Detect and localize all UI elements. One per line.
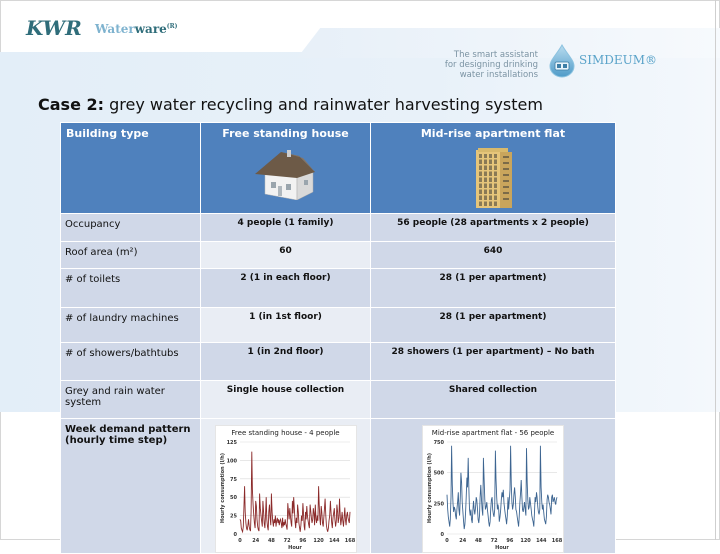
table-row xyxy=(61,419,616,554)
row-label: Roof area (m²) xyxy=(61,242,201,269)
row-label: Occupancy xyxy=(61,214,201,242)
svg-text:0: 0 xyxy=(440,532,444,538)
slide-edge xyxy=(715,0,716,540)
house-demand-plot xyxy=(216,426,356,552)
svg-text:100: 100 xyxy=(226,458,237,465)
row-label: # of showers/bathtubs xyxy=(61,343,201,381)
svg-text:Hourly consumption (l/h): Hourly consumption (l/h) xyxy=(427,452,433,524)
house-value: 1 (in 2nd floor) xyxy=(201,343,371,381)
svg-text:Hour: Hour xyxy=(495,545,509,551)
row-label: # of toilets xyxy=(61,269,201,308)
waterware-logo xyxy=(95,22,177,36)
waterware-logo-mark: (R) xyxy=(166,23,178,30)
table-row xyxy=(61,343,616,381)
simdeum-tagline-line: for designing drinking xyxy=(444,60,538,70)
svg-text:Hour: Hour xyxy=(287,545,302,551)
svg-text:500: 500 xyxy=(433,470,444,477)
svg-text:750: 750 xyxy=(433,440,444,446)
svg-text:72: 72 xyxy=(490,538,498,544)
comparison-table xyxy=(60,122,616,554)
house-value: Single house collection xyxy=(201,381,371,419)
svg-text:96: 96 xyxy=(506,538,514,544)
table-row xyxy=(61,269,616,308)
row-label: Grey and rain water system xyxy=(61,381,201,419)
svg-text:24: 24 xyxy=(251,538,259,544)
svg-text:0: 0 xyxy=(445,538,449,544)
svg-text:Hourly consumption (l/h): Hourly consumption (l/h) xyxy=(219,452,226,524)
svg-text:96: 96 xyxy=(298,538,306,544)
svg-text:72: 72 xyxy=(283,538,291,544)
flat-value: 56 people (28 apartments x 2 people) xyxy=(371,214,616,242)
header-label: Free standing house xyxy=(222,127,349,140)
house-chart-cell xyxy=(201,419,371,554)
house-value: 2 (1 in each floor) xyxy=(201,269,371,308)
svg-text:168: 168 xyxy=(344,538,355,544)
svg-text:144: 144 xyxy=(328,538,340,544)
house-value: 4 people (1 family) xyxy=(201,214,371,242)
waterware-logo-part2: ware xyxy=(134,22,167,36)
waterware-logo-part1: Water xyxy=(95,22,135,36)
svg-text:168: 168 xyxy=(551,538,563,544)
simdeum-drop-icon xyxy=(548,44,576,78)
row-label: # of laundry machines xyxy=(61,308,201,343)
case-label: Case 2: xyxy=(38,95,105,114)
case-title xyxy=(38,95,543,114)
header-flat xyxy=(371,123,616,214)
header-building-type xyxy=(61,123,201,214)
table-header-row xyxy=(61,123,616,214)
flat-value: 28 showers (1 per apartment) – No bath xyxy=(371,343,616,381)
table-row xyxy=(61,381,616,419)
svg-text:144: 144 xyxy=(536,538,547,544)
flat-value: 28 (1 per apartment) xyxy=(371,269,616,308)
chart-title: Mid-rise apartment flat - 56 people xyxy=(431,429,555,437)
svg-text:0: 0 xyxy=(237,538,242,544)
svg-text:250: 250 xyxy=(433,501,444,508)
flat-demand-chart xyxy=(422,425,564,553)
simdeum-tagline-line: water installations xyxy=(459,70,538,80)
house-icon xyxy=(253,146,319,200)
svg-text:125: 125 xyxy=(226,440,237,446)
svg-text:25: 25 xyxy=(229,513,237,520)
case-description: grey water recycling and rainwater harvesting system xyxy=(104,95,543,114)
svg-text:48: 48 xyxy=(474,538,482,544)
header-label: Mid-rise apartment flat xyxy=(420,127,566,140)
table-row xyxy=(61,308,616,343)
svg-text:50: 50 xyxy=(229,495,237,502)
apartment-building-icon xyxy=(470,146,516,208)
flat-value: 28 (1 per apartment) xyxy=(371,308,616,343)
simdeum-logo: SIMDEUM® xyxy=(579,53,658,67)
svg-text:120: 120 xyxy=(520,538,531,544)
svg-text:0: 0 xyxy=(233,532,237,538)
flat-demand-plot xyxy=(423,426,563,552)
simdeum-tagline xyxy=(440,50,538,80)
flat-chart-cell xyxy=(371,419,616,554)
svg-text:48: 48 xyxy=(267,538,275,544)
svg-text:120: 120 xyxy=(312,538,324,544)
svg-text:24: 24 xyxy=(459,538,467,544)
header-house xyxy=(201,123,371,214)
header-label: Building type xyxy=(66,127,149,140)
chart-title: Free standing house - 4 people xyxy=(231,429,340,437)
flat-value: 640 xyxy=(371,242,616,269)
house-demand-chart xyxy=(215,425,357,553)
svg-text:75: 75 xyxy=(229,476,237,483)
house-value: 1 (in 1st floor) xyxy=(201,308,371,343)
kwr-logo: KWR xyxy=(26,16,82,40)
simdeum-tagline-line: The smart assistant xyxy=(453,50,538,60)
table-row xyxy=(61,242,616,269)
row-label: Week demand pattern (hourly time step) xyxy=(61,419,201,554)
house-value: 60 xyxy=(201,242,371,269)
flat-value: Shared collection xyxy=(371,381,616,419)
table-row xyxy=(61,214,616,242)
